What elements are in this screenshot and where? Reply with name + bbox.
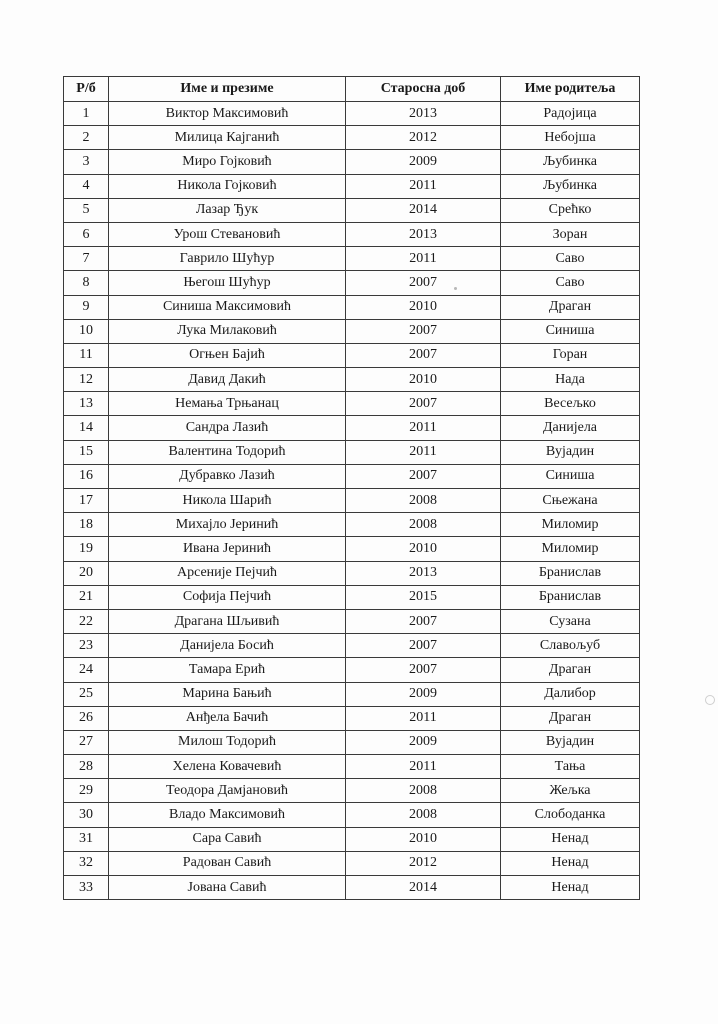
table-row — [64, 876, 640, 900]
full-name-cell: Лука Милаковић — [109, 319, 346, 343]
table-row — [64, 755, 640, 779]
full-name-cell: Лазар Ђук — [109, 198, 346, 222]
parent-name-cell: Весељко — [501, 392, 640, 416]
full-name-cell: Сара Савић — [109, 827, 346, 851]
table-row — [64, 489, 640, 513]
row-number-cell: 15 — [64, 440, 109, 464]
parent-name-cell: Бранислав — [501, 561, 640, 585]
full-name-cell: Владо Максимовић — [109, 803, 346, 827]
parent-name-cell: Зоран — [501, 222, 640, 246]
table-row — [64, 851, 640, 875]
full-name-cell: Софија Пејчић — [109, 585, 346, 609]
parent-name-cell: Вујадин — [501, 730, 640, 754]
table-row — [64, 464, 640, 488]
row-number-cell: 31 — [64, 827, 109, 851]
birth-year-cell: 2007 — [346, 271, 501, 295]
row-number-cell: 30 — [64, 803, 109, 827]
birth-year-cell: 2009 — [346, 730, 501, 754]
table-row — [64, 585, 640, 609]
parent-name-cell: Ненад — [501, 876, 640, 900]
parent-name-cell: Синиша — [501, 319, 640, 343]
birth-year-cell: 2013 — [346, 561, 501, 585]
table-row — [64, 102, 640, 126]
parent-name-cell: Саво — [501, 271, 640, 295]
full-name-cell: Тамара Ерић — [109, 658, 346, 682]
parent-name-cell: Бранислав — [501, 585, 640, 609]
full-name-cell: Марина Бањић — [109, 682, 346, 706]
scan-artifact-circle — [705, 695, 715, 705]
full-name-cell: Давид Дакић — [109, 368, 346, 392]
header-birth-year: Старосна доб — [346, 77, 501, 102]
table-row — [64, 319, 640, 343]
parent-name-cell: Миломир — [501, 537, 640, 561]
full-name-cell: Радован Савић — [109, 851, 346, 875]
table-row — [64, 368, 640, 392]
table-row — [64, 513, 640, 537]
full-name-cell: Немања Трњанац — [109, 392, 346, 416]
row-number-cell: 12 — [64, 368, 109, 392]
full-name-cell: Анђела Бачић — [109, 706, 346, 730]
row-number-cell: 18 — [64, 513, 109, 537]
parent-name-cell: Вујадин — [501, 440, 640, 464]
full-name-cell: Арсеније Пејчић — [109, 561, 346, 585]
parent-name-cell: Ненад — [501, 827, 640, 851]
table-row — [64, 779, 640, 803]
parent-name-cell: Сњежана — [501, 489, 640, 513]
birth-year-cell: 2012 — [346, 851, 501, 875]
row-number-cell: 20 — [64, 561, 109, 585]
parent-name-cell: Сузана — [501, 609, 640, 633]
birth-year-cell: 2013 — [346, 102, 501, 126]
header-row — [64, 77, 640, 102]
birth-year-cell: 2011 — [346, 706, 501, 730]
row-number-cell: 23 — [64, 634, 109, 658]
parent-name-cell: Ненад — [501, 851, 640, 875]
full-name-cell: Огњен Бајић — [109, 343, 346, 367]
row-number-cell: 33 — [64, 876, 109, 900]
parent-name-cell: Тања — [501, 755, 640, 779]
birth-year-cell: 2007 — [346, 658, 501, 682]
full-name-cell: Теодора Дамјановић — [109, 779, 346, 803]
parent-name-cell: Синиша — [501, 464, 640, 488]
table-row — [64, 634, 640, 658]
birth-year-cell: 2008 — [346, 513, 501, 537]
birth-year-cell: 2013 — [346, 222, 501, 246]
parent-name-cell: Слободанка — [501, 803, 640, 827]
birth-year-cell: 2009 — [346, 682, 501, 706]
participants-table — [63, 76, 640, 900]
birth-year-cell: 2015 — [346, 585, 501, 609]
table-row — [64, 392, 640, 416]
header-parent-name: Име родитеља — [501, 77, 640, 102]
row-number-cell: 8 — [64, 271, 109, 295]
birth-year-cell: 2007 — [346, 464, 501, 488]
row-number-cell: 22 — [64, 609, 109, 633]
parent-name-cell: Миломир — [501, 513, 640, 537]
full-name-cell: Његош Шућур — [109, 271, 346, 295]
row-number-cell: 2 — [64, 126, 109, 150]
birth-year-cell: 2008 — [346, 779, 501, 803]
table-body — [64, 102, 640, 900]
table-row — [64, 343, 640, 367]
birth-year-cell: 2007 — [346, 392, 501, 416]
scan-artifact-dot — [454, 287, 457, 290]
row-number-cell: 7 — [64, 247, 109, 271]
full-name-cell: Валентина Тодорић — [109, 440, 346, 464]
full-name-cell: Драгана Шљивић — [109, 609, 346, 633]
full-name-cell: Хелена Ковачевић — [109, 755, 346, 779]
row-number-cell: 5 — [64, 198, 109, 222]
parent-name-cell: Радојица — [501, 102, 640, 126]
birth-year-cell: 2007 — [346, 343, 501, 367]
header-number: Р/б — [64, 77, 109, 102]
parent-name-cell: Горан — [501, 343, 640, 367]
full-name-cell: Урош Стевановић — [109, 222, 346, 246]
table-row — [64, 609, 640, 633]
table-row — [64, 416, 640, 440]
table-row — [64, 295, 640, 319]
table-row — [64, 706, 640, 730]
row-number-cell: 14 — [64, 416, 109, 440]
full-name-cell: Никола Шарић — [109, 489, 346, 513]
birth-year-cell: 2011 — [346, 174, 501, 198]
full-name-cell: Ивана Јеринић — [109, 537, 346, 561]
row-number-cell: 27 — [64, 730, 109, 754]
birth-year-cell: 2014 — [346, 876, 501, 900]
birth-year-cell: 2008 — [346, 803, 501, 827]
table-row — [64, 658, 640, 682]
full-name-cell: Данијела Босић — [109, 634, 346, 658]
parent-name-cell: Жељка — [501, 779, 640, 803]
row-number-cell: 17 — [64, 489, 109, 513]
row-number-cell: 26 — [64, 706, 109, 730]
row-number-cell: 21 — [64, 585, 109, 609]
full-name-cell: Виктор Максимовић — [109, 102, 346, 126]
birth-year-cell: 2011 — [346, 247, 501, 271]
parent-name-cell: Драган — [501, 295, 640, 319]
parent-name-cell: Љубинка — [501, 174, 640, 198]
full-name-cell: Милош Тодорић — [109, 730, 346, 754]
row-number-cell: 10 — [64, 319, 109, 343]
birth-year-cell: 2011 — [346, 440, 501, 464]
row-number-cell: 11 — [64, 343, 109, 367]
table-row — [64, 440, 640, 464]
row-number-cell: 32 — [64, 851, 109, 875]
table-row — [64, 561, 640, 585]
full-name-cell: Синиша Максимовић — [109, 295, 346, 319]
row-number-cell: 6 — [64, 222, 109, 246]
full-name-cell: Гаврило Шућур — [109, 247, 346, 271]
full-name-cell: Милица Кајганић — [109, 126, 346, 150]
table-row — [64, 198, 640, 222]
table-row — [64, 150, 640, 174]
table-row — [64, 682, 640, 706]
birth-year-cell: 2010 — [346, 537, 501, 561]
row-number-cell: 25 — [64, 682, 109, 706]
row-number-cell: 28 — [64, 755, 109, 779]
birth-year-cell: 2010 — [346, 368, 501, 392]
row-number-cell: 29 — [64, 779, 109, 803]
table-row — [64, 222, 640, 246]
birth-year-cell: 2010 — [346, 827, 501, 851]
table-row — [64, 174, 640, 198]
full-name-cell: Сандра Лазић — [109, 416, 346, 440]
table-row — [64, 271, 640, 295]
birth-year-cell: 2014 — [346, 198, 501, 222]
table-row — [64, 803, 640, 827]
row-number-cell: 4 — [64, 174, 109, 198]
table-row — [64, 730, 640, 754]
birth-year-cell: 2010 — [346, 295, 501, 319]
parent-name-cell: Данијела — [501, 416, 640, 440]
table-row — [64, 537, 640, 561]
row-number-cell: 13 — [64, 392, 109, 416]
row-number-cell: 24 — [64, 658, 109, 682]
full-name-cell: Миро Гојковић — [109, 150, 346, 174]
row-number-cell: 19 — [64, 537, 109, 561]
header-full-name: Име и презиме — [109, 77, 346, 102]
table-row — [64, 126, 640, 150]
birth-year-cell: 2008 — [346, 489, 501, 513]
row-number-cell: 3 — [64, 150, 109, 174]
full-name-cell: Михајло Јеринић — [109, 513, 346, 537]
parent-name-cell: Срећко — [501, 198, 640, 222]
row-number-cell: 1 — [64, 102, 109, 126]
full-name-cell: Јована Савић — [109, 876, 346, 900]
full-name-cell: Никола Гојковић — [109, 174, 346, 198]
birth-year-cell: 2007 — [346, 319, 501, 343]
birth-year-cell: 2009 — [346, 150, 501, 174]
birth-year-cell: 2007 — [346, 609, 501, 633]
parent-name-cell: Небојша — [501, 126, 640, 150]
birth-year-cell: 2011 — [346, 416, 501, 440]
birth-year-cell: 2012 — [346, 126, 501, 150]
full-name-cell: Дубравко Лазић — [109, 464, 346, 488]
parent-name-cell: Саво — [501, 247, 640, 271]
row-number-cell: 9 — [64, 295, 109, 319]
parent-name-cell: Драган — [501, 658, 640, 682]
parent-name-cell: Славољуб — [501, 634, 640, 658]
birth-year-cell: 2007 — [346, 634, 501, 658]
parent-name-cell: Нада — [501, 368, 640, 392]
parent-name-cell: Драган — [501, 706, 640, 730]
birth-year-cell: 2011 — [346, 755, 501, 779]
row-number-cell: 16 — [64, 464, 109, 488]
table-row — [64, 247, 640, 271]
table-row — [64, 827, 640, 851]
parent-name-cell: Далибор — [501, 682, 640, 706]
parent-name-cell: Љубинка — [501, 150, 640, 174]
table-header — [64, 77, 640, 102]
